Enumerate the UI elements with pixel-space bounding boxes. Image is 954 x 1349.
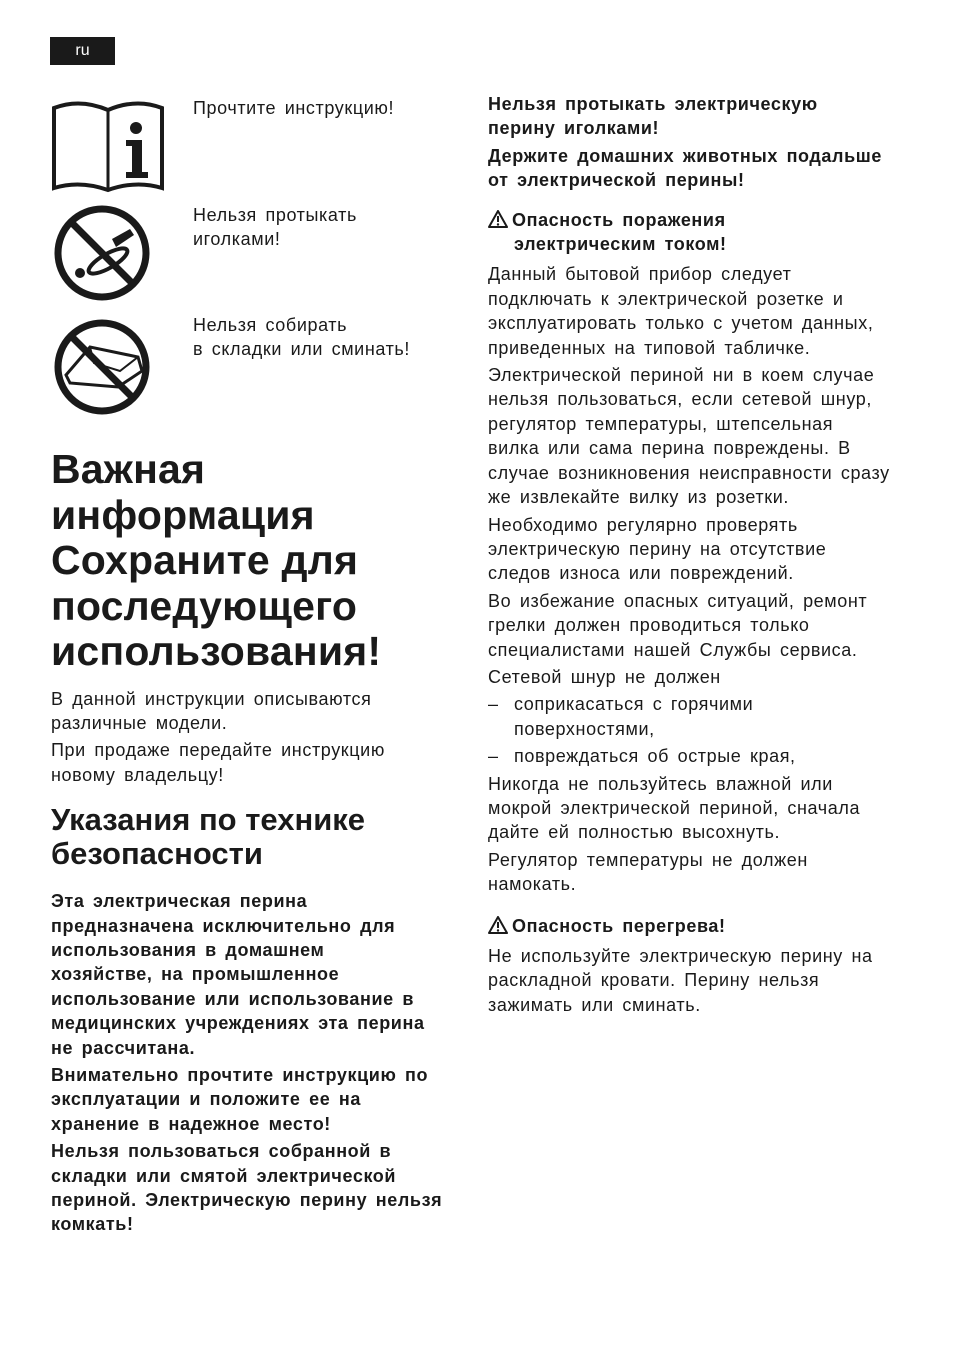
safety-paragraph: Внимательно прочтите инструкцию по эксплуатации и положите ее на хранение в надежное место!: [51, 1064, 429, 1134]
shock-paragraph: Регулятор температуры не должен намокать.: [488, 849, 808, 895]
caption-line: Нельзя протыкать: [193, 205, 357, 225]
title-line: информация: [51, 491, 315, 538]
list-item: [488, 692, 814, 741]
safety-paragraph: Эта электрическая перина предназначена исключительно для использования в домашнем хозяйстве, на промышленное использование или использование в медицинских учреждениях эта перина не рассчитана.: [51, 891, 425, 1058]
title-line: Важная: [51, 446, 206, 492]
shock-warning-heading: [488, 208, 898, 257]
shock-paragraph: Сетевой шнур не должен: [488, 666, 721, 687]
title-line: Сохраните для: [51, 537, 359, 583]
warning-paragraph: Держите домашних животных подальше от электрической перины!: [488, 145, 882, 191]
title-line: последующего: [51, 582, 358, 629]
shock-paragraph: Необходимо регулярно проверять электрическую перину на отсутствие следов износа или повреждений.: [488, 514, 827, 584]
warning-triangle-icon: [488, 916, 508, 934]
icon-caption: [193, 203, 357, 251]
no-pins-icon: [50, 203, 154, 303]
overheat-warning-heading: [488, 914, 898, 938]
language-tag: ru: [50, 37, 115, 65]
dash-bullet: –: [488, 746, 499, 767]
caption-line: Нельзя собирать: [193, 315, 348, 335]
heading-text: Опасность перегрева!: [512, 915, 726, 936]
safety-heading: [51, 803, 471, 871]
right-column: [488, 92, 898, 1020]
title-line: использования!: [51, 628, 382, 674]
list-item: [488, 744, 894, 768]
intro-paragraph: В данной инструкции описываются различные модели.: [51, 688, 372, 733]
no-folding-icon: [50, 313, 154, 417]
list-item-text: соприкасаться с горячими поверхностями,: [514, 694, 754, 739]
shock-paragraph: Во избежание опасных ситуаций, ремонт грелки должен проводиться только специалистами нашей Службы сервиса.: [488, 590, 868, 660]
warning-paragraph: Нельзя протыкать электрическую перину иголками!: [488, 94, 818, 139]
shock-paragraph: Данный бытовой прибор следует подключать к электрической розетке и эксплуатировать только с учетом данных, приведенных на типовой табличке.: [488, 264, 874, 358]
caption-line: в складки или сминать!: [193, 339, 411, 359]
shock-paragraph: Никогда не пользуйтесь влажной или мокрой электрической периной, сначала дайте ей полностью высохнуть.: [488, 773, 861, 843]
intro-paragraph: При продаже передайте инструкцию новому владельцу!: [51, 740, 385, 785]
left-column: [51, 447, 471, 1240]
overheat-paragraph: Не используйте электрическую перину на раскладной кровати. Перину нельзя зажимать или сминать.: [488, 946, 873, 1015]
heading-line: электрическим током!: [514, 234, 727, 255]
shock-paragraph: Электрической периной ни в коем случае нельзя пользоваться, если сетевой шнур, регулятор температуры, штепсельная вилка или сама перина повреждены. В случае возникновения неисправности сразу же извлекайте вилку из розетки.: [488, 365, 890, 508]
icon-caption: Прочтите инструкцию!: [193, 98, 395, 118]
safety-paragraph: Нельзя пользоваться собранной в складки или смятой электрической периной. Электрическую перину нельзя комкать!: [51, 1141, 443, 1235]
dash-bullet: –: [488, 694, 499, 715]
warning-triangle-icon: [488, 210, 508, 228]
icon-caption: [193, 313, 410, 361]
main-title: [51, 447, 471, 675]
list-item-text: повреждаться об острые края,: [514, 746, 796, 767]
heading-line: Опасность поражения: [512, 209, 726, 230]
caption-line: иголками!: [193, 229, 281, 249]
heading-line: Указания по технике: [51, 802, 366, 838]
heading-line: безопасности: [51, 836, 263, 872]
read-instructions-icon: [50, 96, 168, 194]
